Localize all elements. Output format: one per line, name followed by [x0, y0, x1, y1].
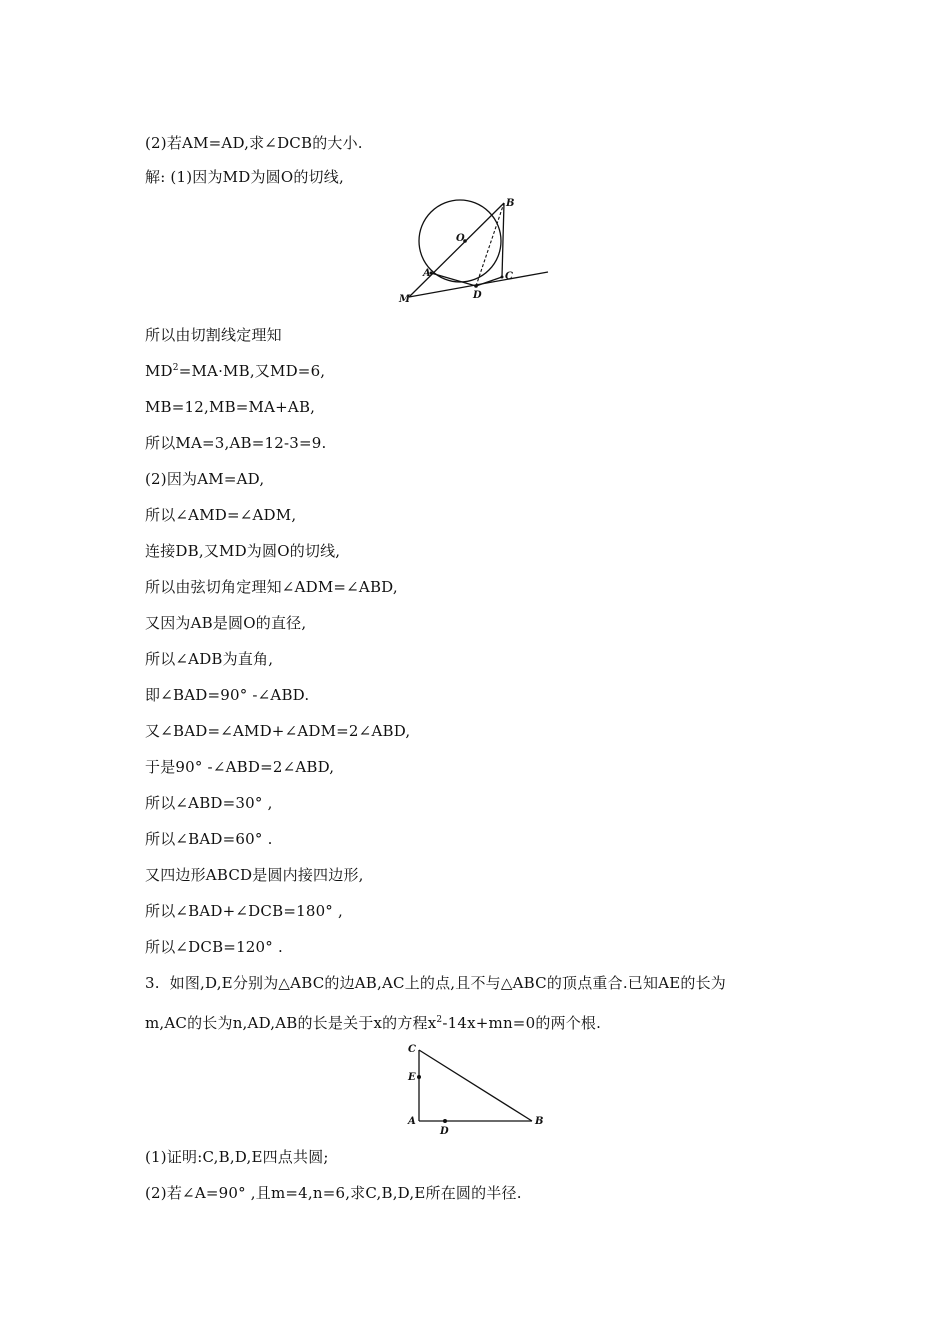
text-line-right-angle: 所以∠ADB为直角,: [145, 650, 274, 668]
text-line-solution-start: 解: (1)因为MD为圆O的切线,: [145, 168, 344, 186]
text-line-part2-question: (2)若AM=AD,求∠DCB的大小.: [145, 134, 363, 152]
text-line-sum-180: 所以∠BAD+∠DCB=180° ,: [145, 902, 343, 920]
text-line-dcb-120: 所以∠DCB=120° .: [145, 938, 283, 956]
text-line-problem3: 3. 如图,D,E分别为△ABC的边AB,AC上的点,且不与△ABC的顶点重合.已知AE的长为: [145, 974, 726, 992]
text-equation-start: m,AC的长为n,AD,AB的长是关于x的方程x: [145, 1014, 437, 1032]
text-line-therefore: 于是90° -∠ABD=2∠ABD,: [145, 758, 335, 776]
right-triangle-figure: [402, 1040, 552, 1140]
segment-bc: [502, 203, 504, 277]
text-line-angle-amd: 所以∠AMD=∠ADM,: [145, 506, 297, 524]
label-a: A: [408, 1116, 416, 1127]
point-e: [417, 1075, 421, 1079]
text-line-mb: MB=12,MB=MA+AB,: [145, 398, 316, 416]
text-line-md-squared: [145, 361, 325, 381]
label-d: D: [440, 1126, 449, 1136]
segment-cb: [419, 1050, 532, 1121]
label-o: O: [456, 233, 465, 244]
point-c: [501, 276, 504, 279]
label-c: C: [408, 1044, 416, 1055]
label-m: M: [399, 294, 411, 305]
text-line-chord-tangent: 所以由弦切角定理知∠ADM=∠ABD,: [145, 578, 398, 596]
text-line-diameter: 又因为AB是圆O的直径,: [145, 614, 307, 632]
point-d: [474, 284, 478, 288]
label-d: D: [473, 290, 482, 301]
text-line-bad-90: 即∠BAD=90° -∠ABD.: [145, 686, 310, 704]
text-line-ma-ab: 所以MA=3,AB=12-3=9.: [145, 434, 327, 452]
label-a: A: [423, 268, 431, 279]
text-ma-mb: =MA·MB,又MD=6,: [178, 362, 326, 380]
text-line-prove-concyclic: (1)证明:C,B,D,E四点共圆;: [145, 1148, 329, 1166]
text-line-problem3-cont: [145, 1013, 601, 1033]
segment-db-dashed: [476, 203, 504, 286]
point-d: [443, 1119, 447, 1123]
label-b: B: [506, 198, 515, 209]
segment-ad: [431, 273, 476, 286]
text-line-part2-solution: (2)因为AM=AD,: [145, 470, 265, 488]
text-line-connect-db: 连接DB,又MD为圆O的切线,: [145, 542, 341, 560]
text-md: MD: [145, 362, 173, 380]
superscript-2: 2: [172, 363, 179, 373]
text-line-cyclic-quad: 又四边形ABCD是圆内接四边形,: [145, 866, 364, 884]
label-e: E: [408, 1072, 416, 1083]
label-c: C: [505, 271, 513, 282]
text-line-find-radius: (2)若∠A=90° ,且m=4,n=6,求C,B,D,E所在圆的半径.: [145, 1184, 522, 1202]
text-line-tangent-secant: 所以由切割线定理知: [145, 326, 282, 344]
text-line-bad-60: 所以∠BAD=60° .: [145, 830, 273, 848]
text-line-abd-30: 所以∠ABD=30° ,: [145, 794, 273, 812]
text-equation-end: -14x+mn=0的两个根.: [442, 1014, 602, 1032]
text-line-bad-sum: 又∠BAD=∠AMD+∠ADM=2∠ABD,: [145, 722, 411, 740]
circle-tangent-figure: [395, 195, 555, 311]
label-b: B: [535, 1116, 544, 1127]
superscript-2: 2: [436, 1015, 443, 1025]
